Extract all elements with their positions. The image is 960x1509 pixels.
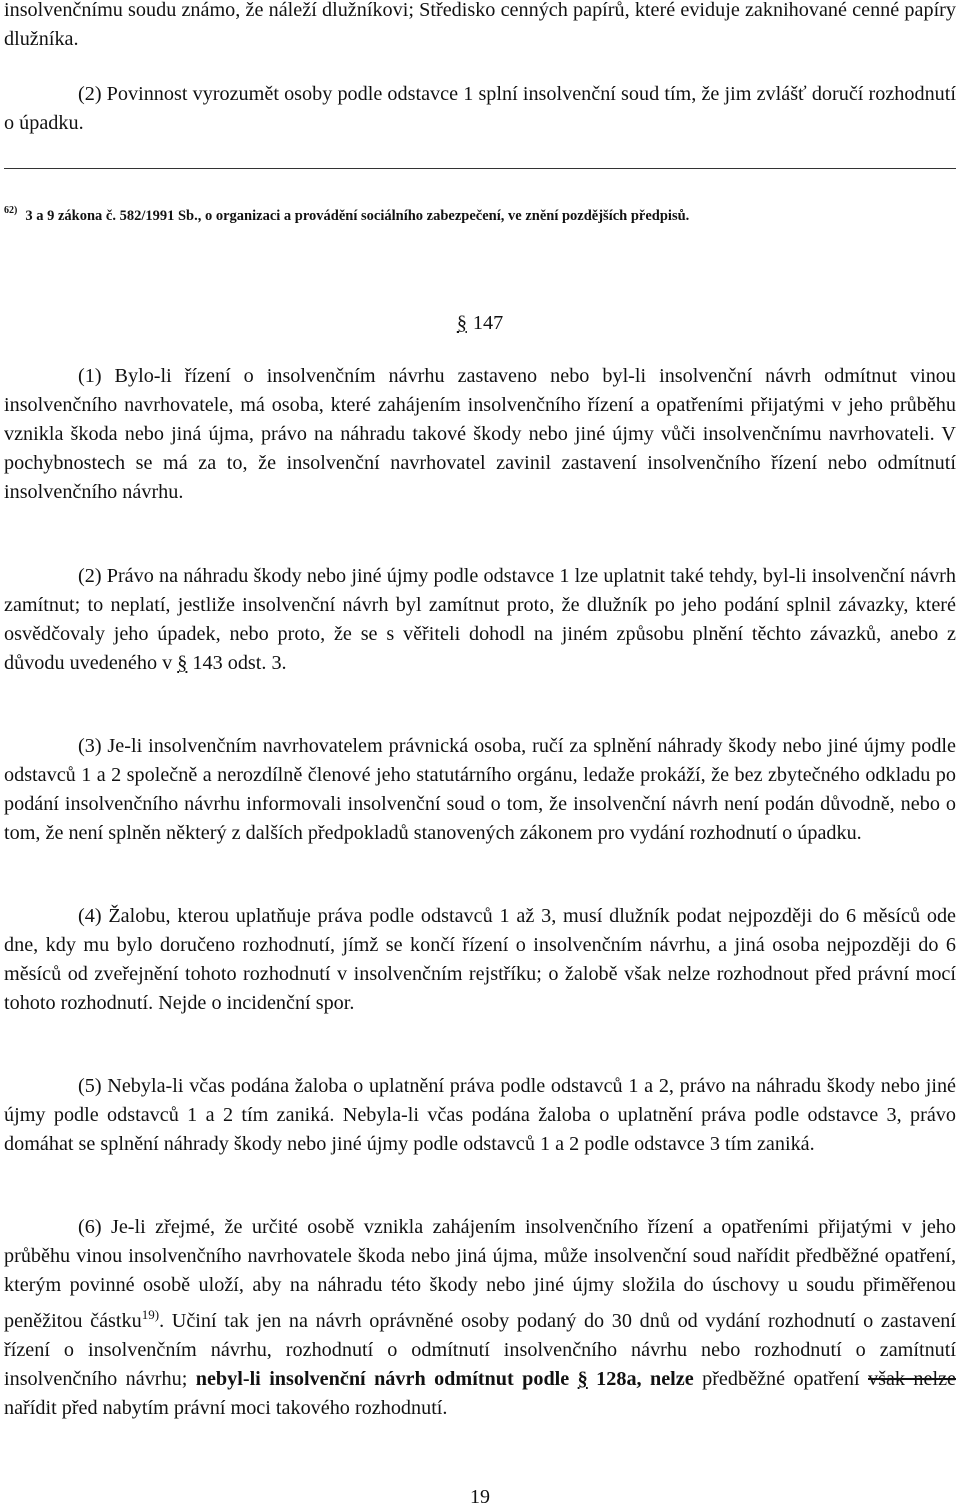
section-symbol: § <box>577 1368 588 1390</box>
footnote-marker: 62) <box>4 205 18 216</box>
paragraph-text: (2) Právo na náhradu škody nebo jiné újmy podle odstavce 1 lze uplatnit také tehdy, byl-li insolvenční návrh zamítnut; to neplatí, jestliže insolvenční návrh byl zamítnut proto, že dlužník po jeho podání splnil závazky, které osvědčovaly jeho úpadek, nebo proto, že se s věřiteli dohodl na jiném způsobu plnění těchto závazků, anebo z důvodu uvedeného v <box>4 565 956 674</box>
footnote-reference: 19) <box>141 1307 160 1322</box>
footnote-text: 3 a 9 zákona č. 582/1991 Sb., o organizaci a provádění sociálního zabezpečení, ve znění pozdějších předpisů. <box>25 208 690 224</box>
paragraph-text: 143 odst. 3. <box>192 652 287 674</box>
section-symbol: § <box>456 312 467 334</box>
section-number: 147 <box>472 312 504 334</box>
section-symbol: § <box>177 652 188 674</box>
paragraph-text: (4) Žalobu, kterou uplatňuje práva podle odstavců 1 až 3, musí dlužník podat nejpozději do 6 měsíců ode dne, kdy mu bylo doručeno rozhodnutí, jímž se končí řízení o insolvenčním návrhu, a jiná osoba nejpozději do 6 měsíců od zveřejnění tohoto rozhodnutí v insolvenčním rejstříku; o žalobě však nelze rozhodnout před právní mocí tohoto rozhodnutí. Nejde o incidenční spor. <box>4 905 956 1014</box>
paragraph-text: . Učiní tak jen na návrh oprávněné osoby podaný do 30 dnů od vydání rozhodnutí o zastavení řízení o insolvenčním návrhu, rozhodnutí o odmítnutí insolvenčního návrhu nebo rozhodnutí o zamítnutí insolvenčního návrhu; <box>4 1310 957 1390</box>
paragraph-text: (3) Je-li insolvenčním navrhovatelem právnická osoba, ručí za splnění náhrady škody nebo jiné újmy podle odstavců 1 a 2 společně a nerozdílně členové jeho statutárního orgánu, ledaže prokáží, že bez zbytečného odkladu po podání insolvenčního návrhu informovali insolvenční soud o tom, že insolvenční návrh není podán důvodně, nebo o tom, že není splněn některý z dalších předpokladů stanovených zákonem pro vydání rozhodnutí o úpadku. <box>4 735 956 844</box>
amendment-bold-text: 128a, nelze <box>596 1368 694 1390</box>
paragraph-text: (6) Je-li zřejmé, že určité osobě vznikla zahájením insolvenčního řízení a opatřeními přijatými v jeho průběhu vinou insolvenčního navrhovatele škoda nebo jiná újma, může insolvenční soud nařídit předběžné opatření, kterým povinné osobě uloží, aby na náhradu této škody nebo jiné újmy složila do úschovy u soudu přiměřenou peněžitou částku <box>4 1216 956 1332</box>
paragraph-3 <box>4 732 956 848</box>
paragraph-text: (1) Bylo-li řízení o insolvenčním návrhu zastaveno nebo byl-li insolvenční návrh odmítnut vinou insolvenčního navrhovatele, má osoba, které zahájením insolvenčního řízení a opatřeními přijatými v jeho průběhu vznikla škoda nebo jiná újma, právo na náhradu takové škody nebo jiné újmy vůči insolvenčnímu navrhovateli. V pochybnostech se má za to, že insolvenční navrhovatel zavinil zastavení insolvenčního řízení nebo odmítnutí insolvenčního návrhu. <box>4 365 956 503</box>
paragraph-text: nařídit před nabytím právní moci takového rozhodnutí. <box>4 1397 448 1419</box>
paragraph-4 <box>4 902 956 1018</box>
paragraph-1 <box>4 362 956 507</box>
paragraph-6 <box>4 1213 956 1423</box>
page-number: 19 <box>470 1486 490 1508</box>
paragraph-text: (2) Povinnost vyrozumět osoby podle odstavce 1 splní insolvenční soud tím, že jim zvlášť doručí rozhodnutí o úpadku. <box>4 83 956 134</box>
paragraph-2-notification <box>4 80 956 138</box>
paragraph-2 <box>4 562 956 678</box>
paragraph-text: (5) Nebyla-li včas podána žaloba o uplatnění práva podle odstavců 1 a 2, právo na náhradu škody nebo jiné újmy podle odstavců 1 a 2 tím zaniká. Nebyla-li včas podána žaloba o uplatnění práva podle odstavce 3, právo domáhat se splnění náhrady škody nebo jiné újmy podle odstavců 1 a 2 podle odstavce 3 tím zaniká. <box>4 1075 956 1155</box>
paragraph-5 <box>4 1072 956 1159</box>
footnote <box>4 200 956 227</box>
amendment-bold-text: nebyl-li insolvenční návrh odmítnut podle <box>195 1368 570 1390</box>
paragraph-continuation <box>4 0 956 54</box>
footnote-divider <box>4 168 956 169</box>
paragraph-text: předběžné opatření <box>702 1368 860 1390</box>
struck-text: však nelze <box>868 1368 956 1390</box>
paragraph-text: insolvenčnímu soudu známo, že náleží dlužníkovi; Středisko cenných papírů, které eviduje zaknihované cenné papíry dlužníka. <box>4 0 956 50</box>
section-heading <box>0 309 960 338</box>
